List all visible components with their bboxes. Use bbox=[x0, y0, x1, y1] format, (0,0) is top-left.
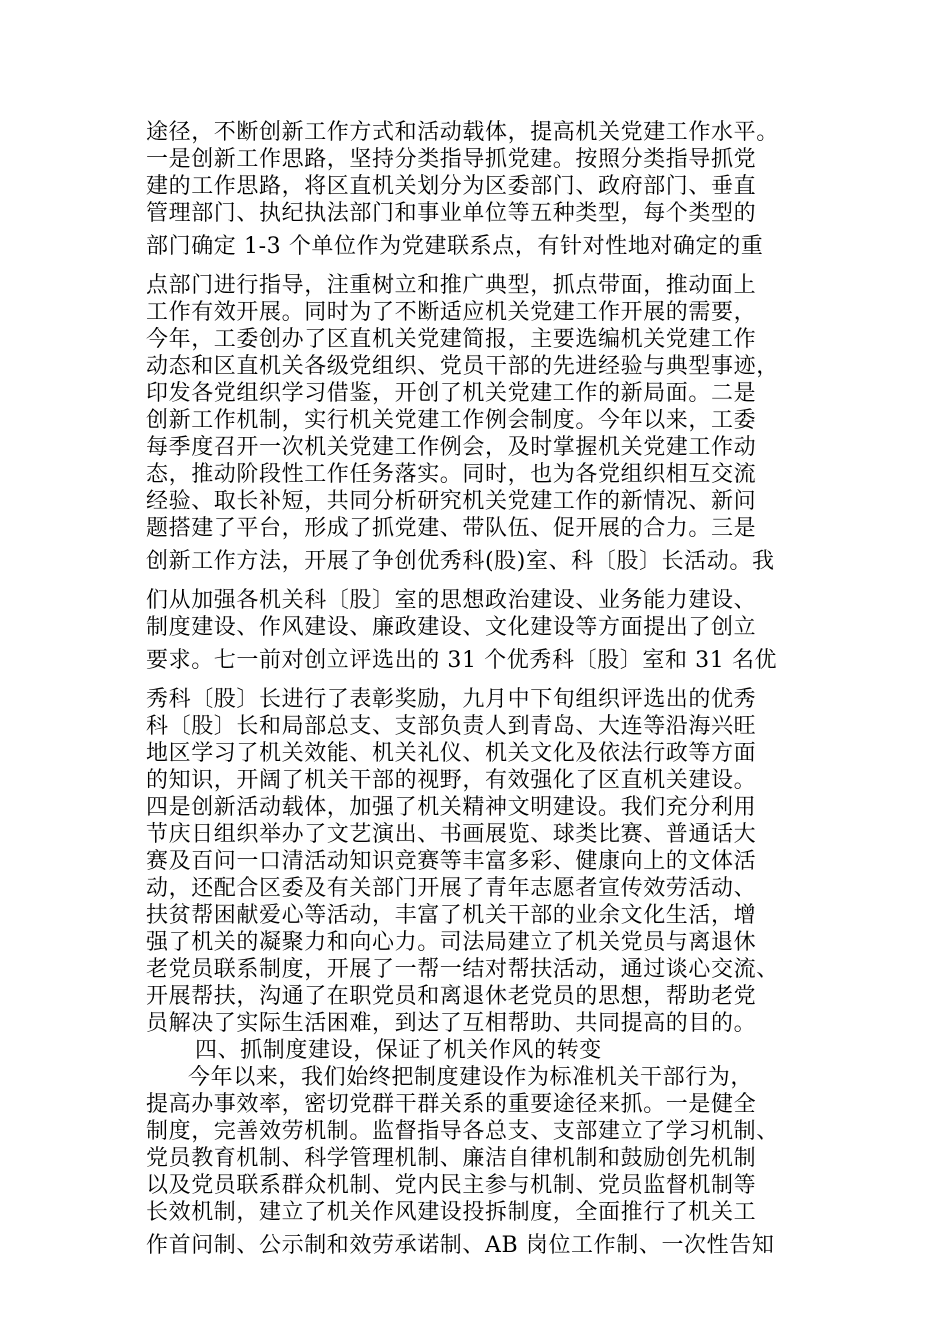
text-line: 动态和区直机关各级党组织、党员干部的先进经验与典型事迹， bbox=[146, 354, 779, 379]
text-line: 一是创新工作思路，坚持分类指导抓党建。按照分类指导抓党 bbox=[146, 147, 757, 172]
text-line: 节庆日组织举办了文艺演出、书画展览、球类比赛、普通话大 bbox=[146, 822, 757, 847]
text-line: 地区学习了机关效能、机关礼仪、机关文化及依法行政等方面 bbox=[146, 741, 757, 766]
text-line: 创新工作机制，实行机关党建工作例会制度。今年以来，工委 bbox=[146, 408, 757, 433]
text-line: 制度，完善效劳机制。监督指导各总支、支部建立了学习机制、 bbox=[146, 1119, 779, 1144]
text-line: 们从加强各机关科〔股〕室的思想政治建设、业务能力建设、 bbox=[146, 588, 757, 613]
text-line: 扶贫帮困献爱心等活动，丰富了机关干部的业余文化生活，增 bbox=[146, 903, 757, 928]
text-line: 今年，工委创办了区直机关党建简报，主要选编机关党建工作 bbox=[146, 327, 757, 352]
text-line: 要求。七一前对创立评选出的 31 个优秀科〔股〕室和 31 名优 bbox=[146, 648, 778, 673]
text-line: 党员教育机制、科学管理机制、廉洁自律机制和鼓励创先机制 bbox=[146, 1146, 757, 1171]
section-heading: 四、抓制度建设，保证了机关作风的转变 bbox=[195, 1038, 602, 1063]
text-line: 制度建设、作风建设、廉政建设、文化建设等方面提出了创立 bbox=[146, 615, 757, 640]
paragraph-start-line: 今年以来，我们始终把制度建设作为标准机关干部行为， bbox=[188, 1065, 754, 1090]
text-line: 作首问制、公示制和效劳承诺制、AB 岗位工作制、一次性告知 bbox=[146, 1233, 775, 1258]
text-line: 长效机制，建立了机关作风建设投拆制度，全面推行了机关工 bbox=[146, 1200, 757, 1225]
text-line: 点部门进行指导，注重树立和推广典型，抓点带面，推动面上 bbox=[146, 273, 757, 298]
text-line: 员解决了实际生活困难，到达了互相帮助、共同提高的目的。 bbox=[146, 1011, 757, 1036]
text-line: 提高办事效率，密切党群干群关系的重要途径来抓。一是健全 bbox=[146, 1092, 757, 1117]
text-line: 的知识，开阔了机关干部的视野，有效强化了区直机关建设。 bbox=[146, 768, 757, 793]
text-line: 途径，不断创新工作方式和活动载体，提高机关党建工作水平。 bbox=[146, 120, 779, 145]
text-line: 创新工作方法，开展了争创优秀科(股)室、科〔股〕长活动。我 bbox=[146, 549, 775, 574]
text-line: 科〔股〕长和局部总支、支部负责人到青岛、大连等沿海兴旺 bbox=[146, 714, 757, 739]
text-line: 以及党员联系群众机制、党内民主参与机制、党员监督机制等 bbox=[146, 1173, 757, 1198]
text-line: 部门确定 1-3 个单位作为党建联系点，有针对性地对确定的重 bbox=[146, 234, 764, 259]
text-line: 动，还配合区委及有关部门开展了青年志愿者宣传效劳活动、 bbox=[146, 876, 757, 901]
text-line: 经验、取长补短，共同分析研究机关党建工作的新情况、新问 bbox=[146, 489, 757, 514]
text-line: 赛及百问一口清活动知识竞赛等丰富多彩、健康向上的文体活 bbox=[146, 849, 757, 874]
text-line: 建的工作思路，将区直机关划分为区委部门、政府部门、垂直 bbox=[146, 174, 757, 199]
text-line: 秀科〔股〕长进行了表彰奖励，九月中下旬组织评选出的优秀 bbox=[146, 687, 757, 712]
text-line: 四是创新活动载体，加强了机关精神文明建设。我们充分利用 bbox=[146, 795, 757, 820]
text-line: 印发各党组织学习借鉴，开创了机关党建工作的新局面。二是 bbox=[146, 381, 757, 406]
text-line: 工作有效开展。同时为了不断适应机关党建工作开展的需要， bbox=[146, 300, 757, 325]
text-line: 强了机关的凝聚力和向心力。司法局建立了机关党员与离退休 bbox=[146, 930, 757, 955]
text-line: 老党员联系制度，开展了一帮一结对帮扶活动，通过谈心交流、 bbox=[146, 957, 779, 982]
text-line: 开展帮扶，沟通了在职党员和离退休老党员的思想，帮助老党 bbox=[146, 984, 757, 1009]
text-line: 态，推动阶段性工作任务落实。同时，也为各党组织相互交流 bbox=[146, 462, 757, 487]
text-line: 题搭建了平台，形成了抓党建、带队伍、促开展的合力。三是 bbox=[146, 516, 757, 541]
text-line: 管理部门、执纪执法部门和事业单位等五种类型，每个类型的 bbox=[146, 201, 757, 226]
text-line: 每季度召开一次机关党建工作例会，及时掌握机关党建工作动 bbox=[146, 435, 757, 460]
